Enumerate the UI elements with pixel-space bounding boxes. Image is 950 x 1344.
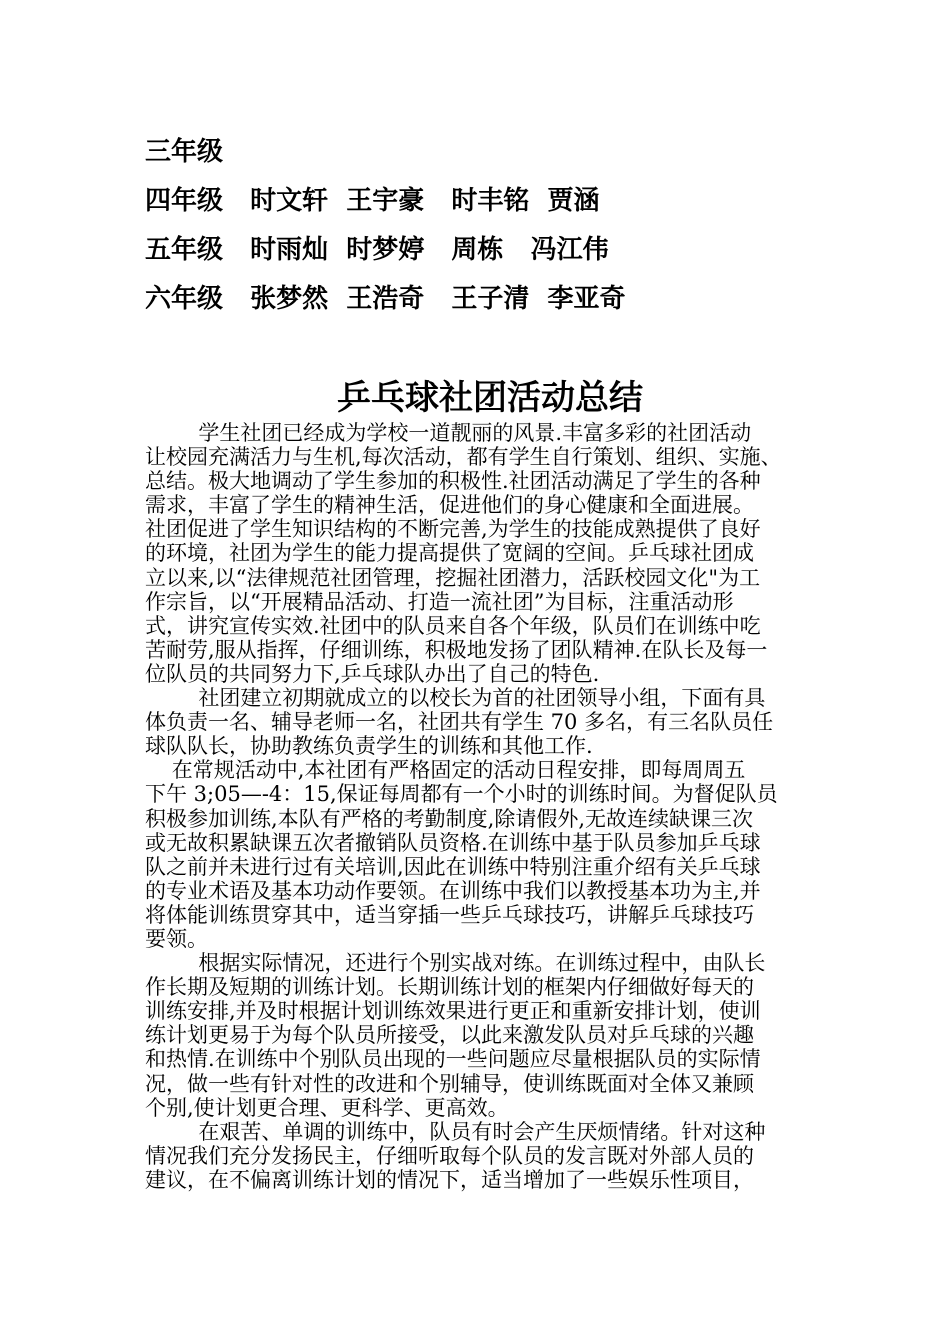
body-line: 下午 3;05—-4：15,保证每周都有一个小时的训练时间。为督促队员	[145, 782, 778, 807]
body-line: 总结。极大地调动了学生参加的积极性.社团活动满足了学生的各种	[145, 469, 761, 494]
body-line: 社团建立初期就成立的以校长为首的社团领导小组，下面有具	[145, 686, 766, 711]
body-line: 要领。	[145, 926, 208, 951]
body-line: 在常规活动中,本社团有严格固定的活动日程安排，即每周周五	[145, 758, 746, 783]
body-line: 在艰苦、单调的训练中，队员有时会产生厌烦情绪。针对这种	[145, 1119, 766, 1144]
body-line: 或无故积累缺课五次者撤销队员资格.在训练中基于队员参加乒乓球	[145, 830, 761, 855]
body-line: 根据实际情况，还进行个别实战对练。在训练过程中，由队长	[145, 951, 766, 976]
body-line: 的专业术语及基本功动作要领。在训练中我们以教授基本功为主,并	[145, 878, 761, 903]
grade-line-4: 四年级 时文轩 王宇豪 时丰铭 贾涵	[145, 186, 600, 216]
body-line: 社团促进了学生知识结构的不断完善,为学生的技能成熟提供了良好	[145, 517, 761, 542]
grade-line-3: 三年级	[145, 137, 224, 167]
body-line: 练计划更易于为每个队员所接受，以此来激发队员对乒乓球的兴趣	[145, 1023, 754, 1048]
body-line: 立以来,以“法律规范社团管理，挖掘社团潜力，活跃校园文化"为工	[145, 565, 761, 590]
body-line: 式，讲究宣传实效.社团中的队员来自各个年级，队员们在训练中吃	[145, 613, 761, 638]
body-line: 况，做一些有针对性的改进和个别辅导，使训练既面对全体又兼顾	[145, 1071, 754, 1096]
body-line: 积极参加训练,本队有严格的考勤制度,除请假外,无故连续缺课三次	[145, 806, 754, 831]
grade-member-list	[145, 128, 825, 324]
grade-line-5: 五年级 时雨灿 时梦婷 周栋 冯江伟	[145, 235, 609, 265]
body-line: 将体能训练贯穿其中，适当穿插一些乒乓球技巧，讲解乒乓球技巧	[145, 902, 754, 927]
document-title: 乒乓球社团活动总结	[337, 378, 643, 418]
body-line: 个别,使计划更合理、更科学、更高效。	[145, 1095, 509, 1120]
body-line: 学生社团已经成为学校一道靓丽的风景.丰富多彩的社团活动	[145, 421, 752, 445]
body-line: 的环境，社团为学生的能力提高提供了宽阔的空间。乒乓球社团成	[145, 541, 754, 566]
body-line: 让校园充满活力与生机,每次活动，都有学生自行策划、组织、实施、	[145, 445, 782, 470]
body-line: 作宗旨，以“开展精品活动、打造一流社团”为目标，注重活动形	[145, 589, 734, 614]
body-line: 建议，在不偏离训练计划的情况下，适当增加了一些娱乐性项目，	[145, 1167, 754, 1192]
body-line: 苦耐劳,服从指挥，仔细训练，积极地发扬了团队精神.在队长及每一	[145, 637, 768, 662]
body-line: 体负责一名、辅导老师一名，社团共有学生 70 多名，有三名队员任	[145, 710, 774, 735]
body-line: 队之前并未进行过有关培训,因此在训练中特别注重介绍有关乒乓球	[145, 854, 761, 879]
document-body	[145, 421, 835, 1192]
body-line: 和热情.在训练中个别队员出现的一些问题应尽量根据队员的实际情	[145, 1047, 761, 1072]
body-line: 作长期及短期的训练计划。长期训练计划的框架内仔细做好每天的	[145, 975, 754, 1000]
grade-line-6: 六年级 张梦然 王浩奇 王子清 李亚奇	[145, 284, 626, 314]
body-line: 需求，丰富了学生的精神生活，促进他们的身心健康和全面进展。	[145, 493, 754, 518]
body-line: 训练安排,并及时根据计划训练效果进行更正和重新安排计划，使训	[145, 999, 761, 1024]
body-line: 情况我们充分发扬民主，仔细听取每个队员的发言既对外部人员的	[145, 1143, 754, 1168]
body-line: 球队队长，协助教练负责学生的训练和其他工作.	[145, 734, 593, 759]
body-line: 位队员的共同努力下,乒乓球队办出了自己的特色.	[145, 661, 600, 686]
